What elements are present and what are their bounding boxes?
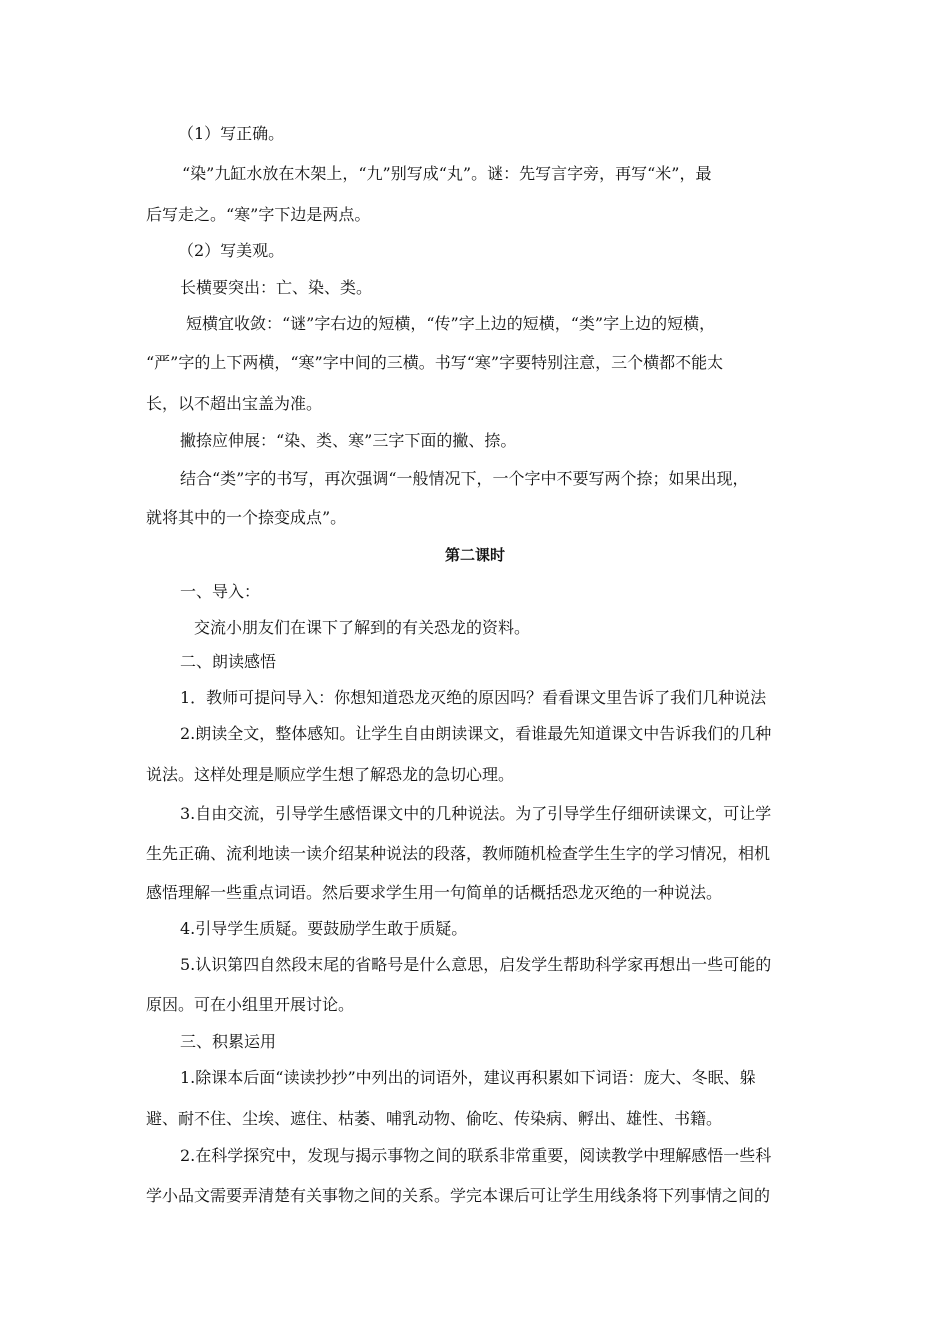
- paragraph-line: 长横要突出：亡、染、类。: [180, 278, 373, 297]
- paragraph-line: 短横宜收敛：“谜”字右边的短横，“传”字上边的短横，“类”字上边的短横，: [186, 314, 716, 333]
- paragraph-line: 1．教师可提问导入：你想知道恐龙灭绝的原因吗？看看课文里告诉了我们几种说法: [180, 688, 767, 707]
- paragraph-line: 结合“类”字的书写，再次强调“一般情况下，一个字中不要写两个捺；如果出现，: [180, 469, 749, 488]
- paragraph-line: 说法。这样处理是顺应学生想了解恐龙的急切心理。: [146, 765, 515, 784]
- paragraph-line: 原因。可在小组里开展讨论。: [146, 995, 355, 1014]
- paragraph-line: 三、积累运用: [180, 1032, 277, 1051]
- paragraph-line: 交流小朋友们在课下了解到的有关恐龙的资料。: [194, 618, 531, 637]
- paragraph-line: 3.自由交流，引导学生感悟课文中的几种说法。为了引导学生仔细研读课文，可让学: [180, 804, 772, 823]
- paragraph-line: 生先正确、流利地读一读介绍某种说法的段落，教师随机检查学生生字的学习情况，相机: [146, 844, 771, 863]
- paragraph-line: 就将其中的一个捺变成点”。: [146, 508, 347, 527]
- paragraph-line: 4.引导学生质疑。要鼓励学生敢于质疑。: [180, 919, 468, 938]
- paragraph-line: “染”九缸水放在木架上，“九”别写成“丸”。谜：先写言字旁，再写“米”，最: [182, 164, 712, 183]
- paragraph-line: 二、朗读感悟: [180, 652, 277, 671]
- paragraph-line: 学小品文需要弄清楚有关事物之间的关系。学完本课后可让学生用线条将下列事情之间的: [146, 1186, 771, 1205]
- paragraph-line: 2.朗读全文，整体感知。让学生自由朗读课文，看谁最先知道课文中告诉我们的几种: [180, 724, 772, 743]
- paragraph-line: 避、耐不住、尘埃、遮住、枯萎、哺乳动物、偷吃、传染病、孵出、雄性、书籍。: [146, 1109, 723, 1128]
- paragraph-line: 撇捺应伸展：“染、类、寒”三字下面的撇、捺。: [180, 431, 517, 450]
- section-heading: 第二课时: [444, 546, 505, 564]
- paragraph-line: 一、导入：: [180, 582, 261, 601]
- paragraph-line: “严”字的上下两横，“寒”字中间的三横。书写“寒”字要特别注意，三个横都不能太: [146, 353, 724, 372]
- paragraph-line: 1.除课本后面“读读抄抄”中列出的词语外，建议再积累如下词语：庞大、冬眠、躲: [180, 1068, 756, 1087]
- paragraph-line: 后写走之。“寒”字下边是两点。: [146, 205, 371, 224]
- paragraph-line: 感悟理解一些重点词语。然后要求学生用一句简单的话概括恐龙灭绝的一种说法。: [146, 883, 723, 902]
- paragraph-line: （2）写美观。: [178, 241, 285, 260]
- paragraph-line: 长，以不超出宝盖为准。: [146, 394, 323, 413]
- paragraph-line: 2.在科学探究中，发现与揭示事物之间的联系非常重要，阅读教学中理解感悟一些科: [180, 1146, 772, 1165]
- paragraph-line: （1）写正确。: [178, 124, 285, 143]
- paragraph-line: 5.认识第四自然段末尾的省略号是什么意思，启发学生帮助科学家再想出一些可能的: [180, 955, 772, 974]
